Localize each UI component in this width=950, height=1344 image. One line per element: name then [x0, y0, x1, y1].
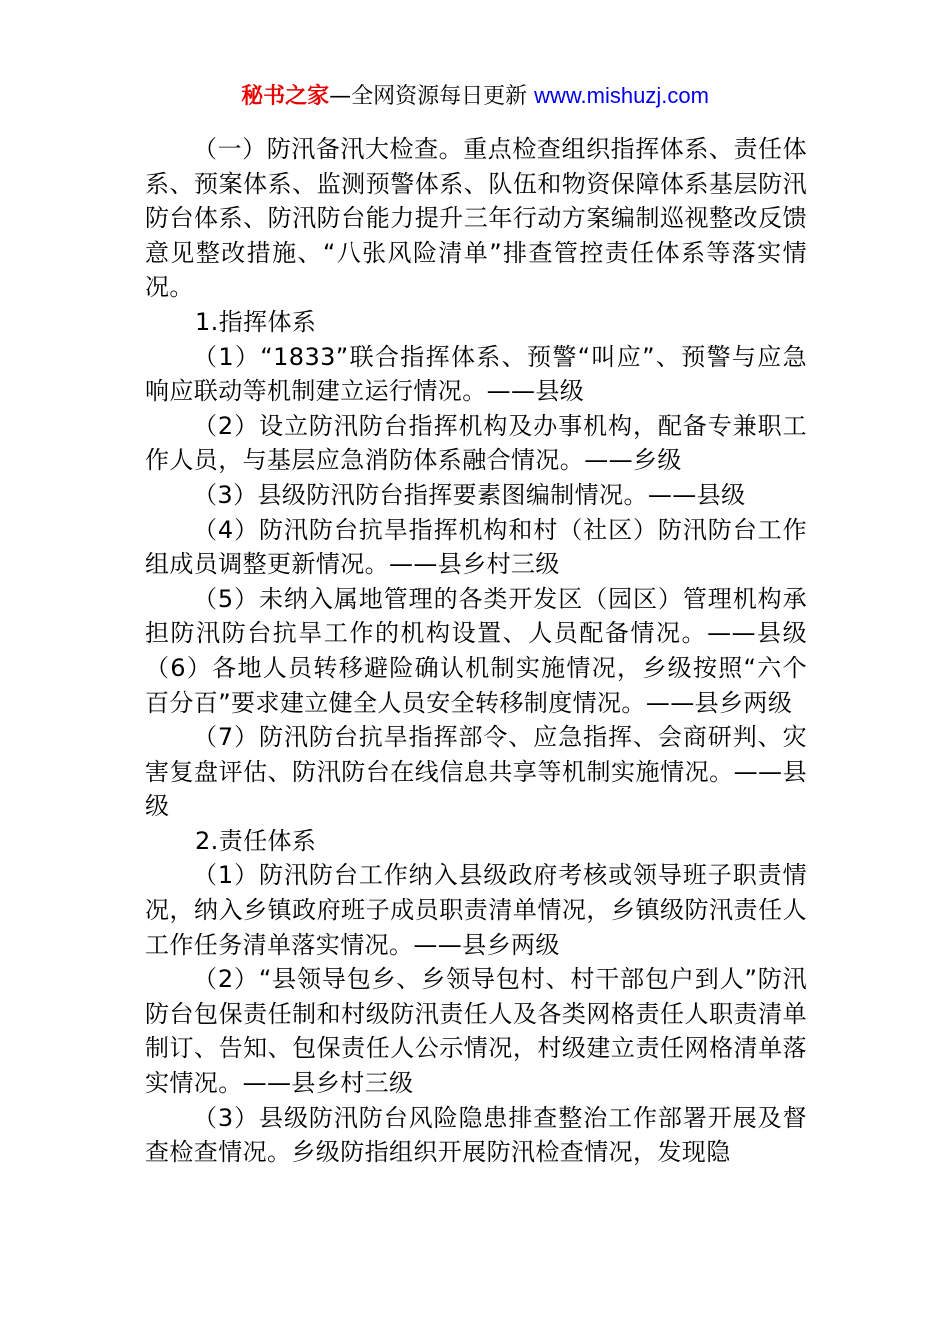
item-paragraph: （1）“1833”联合指挥体系、预警“叫应”、预警与应急响应联动等机制建立运行情况。——县级 [145, 342, 807, 406]
document-body [145, 132, 807, 1170]
item-paragraph: （5）未纳入属地管理的各类开发区（园区）管理机构承担防汛防台抗旱工作的机构设置、人员配备情况。——县级（6）各地人员转移避险确认机制实施情况，乡级按照“六个百分百”要求建立健全人员安全转移制度情况。——县乡两级 [145, 584, 807, 717]
site-url[interactable]: www.mishuzj.com [534, 83, 709, 108]
item-paragraph: （3）县级防汛防台指挥要素图编制情况。——县级 [193, 480, 746, 509]
item-paragraph: （2）设立防汛防台指挥机构及办事机构，配备专兼职工作人员，与基层应急消防体系融合情况。——乡级 [145, 411, 807, 475]
item-paragraph: （3）县级防汛防台风险隐患排查整治工作部署开展及督查检查情况。乡级防指组织开展防汛检查情况，发现隐 [145, 1103, 807, 1167]
header-tagline: —全网资源每日更新 [329, 84, 535, 109]
item-paragraph: （2）“县领导包乡、乡领导包村、村干部包户到人”防汛防台包保责任制和村级防汛责任人及各类网格责任人职责清单制订、告知、包保责任人公示情况，村级建立责任网格清单落实情况。——县乡村三级 [145, 965, 807, 1098]
page-header [0, 80, 950, 113]
item-paragraph: （4）防汛防台抗旱指挥机构和村（社区）防汛防台工作组成员调整更新情况。——县乡村三级 [145, 515, 807, 579]
item-paragraph: （7）防汛防台抗旱指挥部令、应急指挥、会商研判、灾害复盘评估、防汛防台在线信息共享等机制实施情况。——县级 [145, 723, 807, 821]
section-heading-paragraph: （一）防汛备汛大检查。重点检查组织指挥体系、责任体系、预案体系、监测预警体系、队伍和物资保障体系基层防汛防台体系、防汛防台能力提升三年行动方案编制巡视整改反馈意见整改措施、“八张风险清单”排查管控责任体系等落实情况。 [145, 135, 807, 302]
brand-name: 秘书之家 [241, 84, 330, 109]
subsection-title-responsibility-system: 2.责任体系 [195, 826, 317, 855]
subsection-title-command-system: 1.指挥体系 [195, 307, 317, 336]
item-paragraph: （1）防汛防台工作纳入县级政府考核或领导班子职责情况，纳入乡镇政府班子成员职责清单情况，乡镇级防汛责任人工作任务清单落实情况。——县乡两级 [145, 861, 807, 959]
